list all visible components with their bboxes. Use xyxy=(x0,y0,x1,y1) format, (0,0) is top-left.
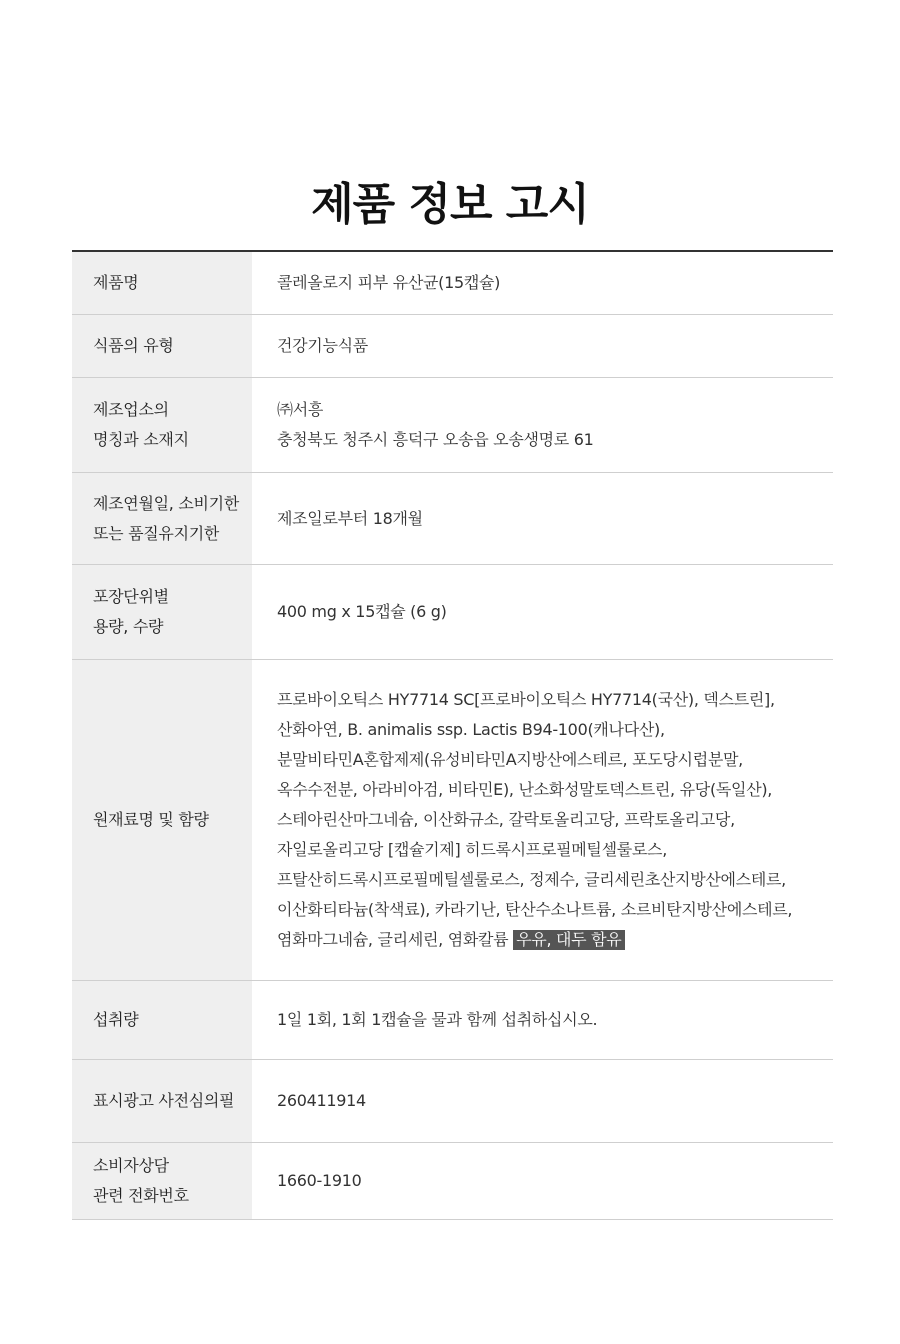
row-value xyxy=(252,252,833,314)
row-label xyxy=(72,981,252,1059)
row-label-text: 제조업소의 xyxy=(93,400,169,419)
row-value-text: 400 mg x 15캡슐 (6 g) xyxy=(277,602,447,621)
row-value xyxy=(252,565,833,659)
table-row-ad-review xyxy=(72,1060,833,1143)
row-label-text: 소비자상담 xyxy=(93,1156,169,1175)
ingredients-line-last xyxy=(277,925,833,955)
row-label xyxy=(72,1143,252,1219)
row-label-text: 명칭과 소재지 xyxy=(93,430,189,449)
row-label-text: 관련 전화번호 xyxy=(93,1186,189,1205)
row-label xyxy=(72,378,252,472)
row-label xyxy=(72,1060,252,1142)
ingredients-line: 이산화티타늄(착색료), 카라기난, 탄산수소나트륨, 소르비탄지방산에스테르, xyxy=(277,900,793,919)
row-label xyxy=(72,660,252,980)
ingredients-line: 옥수수전분, 아라비아검, 비타민E), 난소화성말토덱스트린, 유당(독일산), xyxy=(277,780,773,799)
phone-number: 1660-1910 xyxy=(277,1171,362,1190)
ingredients-line-text: 염화마그네슘, 글리세린, 염화칼륨 xyxy=(277,930,509,949)
row-value xyxy=(252,315,833,377)
table-row-manufacturer xyxy=(72,378,833,473)
row-value-text: 콜레올로지 피부 유산균(15캡슐) xyxy=(277,273,501,292)
ingredients-line: 자일로올리고당 [캡슐기제] 히드록시프로필메틸셀룰로스, xyxy=(277,840,667,859)
manufacturer-name: ㈜서흥 xyxy=(277,400,324,419)
row-value xyxy=(252,981,833,1059)
row-value xyxy=(252,1060,833,1142)
row-label-text: 식품의 유형 xyxy=(93,336,174,355)
row-label-text: 또는 품질유지기한 xyxy=(93,523,220,543)
row-value-text: 제조일로부터 18개월 xyxy=(277,508,423,528)
table-row-expiry xyxy=(72,473,833,565)
page-title: 제품 정보 고시 xyxy=(311,179,589,230)
product-info-table xyxy=(72,250,833,1220)
row-label-text: 원재료명 및 함량 xyxy=(93,810,209,829)
ingredients-line: 분말비타민A혼합제제(유성비타민A지방산에스테르, 포도당시럽분말, xyxy=(277,750,743,769)
row-value-text: 건강기능식품 xyxy=(277,336,368,355)
table-row-intake xyxy=(72,981,833,1060)
row-label xyxy=(72,473,252,564)
row-value xyxy=(252,473,833,564)
ingredients-line: 프탈산히드록시프로필메틸셀룰로스, 정제수, 글리세린초산지방산에스테르, xyxy=(277,870,786,889)
row-label xyxy=(72,315,252,377)
row-value-text: 1일 1회, 1회 1캡슐을 물과 함께 섭취하십시오. xyxy=(277,1010,598,1029)
ingredients-line: 스테아린산마그네슘, 이산화규소, 갈락토올리고당, 프락토올리고당, xyxy=(277,810,735,829)
row-label-text: 제품명 xyxy=(93,273,139,292)
table-row-ingredients xyxy=(72,660,833,981)
row-value-text: 260411914 xyxy=(277,1091,366,1110)
row-value xyxy=(252,378,833,472)
table-row-customer-phone xyxy=(72,1143,833,1220)
row-label-text: 용량, 수량 xyxy=(93,617,164,636)
row-label xyxy=(72,565,252,659)
manufacturer-address: 충청북도 청주시 흥덕구 오송읍 오송생명로 61 xyxy=(277,430,594,449)
row-label-text: 섭취량 xyxy=(93,1010,139,1029)
table-row-package-size xyxy=(72,565,833,660)
row-label-text: 표시광고 사전심의필 xyxy=(93,1091,235,1110)
table-row-product-name xyxy=(72,252,833,315)
row-label-text: 제조연월일, 소비기한 xyxy=(93,493,239,513)
row-label xyxy=(72,252,252,314)
row-label-text: 포장단위별 xyxy=(93,587,169,606)
row-value xyxy=(252,660,833,980)
row-value xyxy=(252,1143,833,1219)
ingredients-line: 프로바이오틱스 HY7714 SC[프로바이오틱스 HY7714(국산), 덱스트린], xyxy=(277,690,775,709)
table-row-food-type xyxy=(72,315,833,378)
ingredients-line: 산화아연, B. animalis ssp. Lactis B94-100(캐나다산), xyxy=(277,720,665,739)
allergen-badge: 우유, 대두 함유 xyxy=(513,930,625,950)
